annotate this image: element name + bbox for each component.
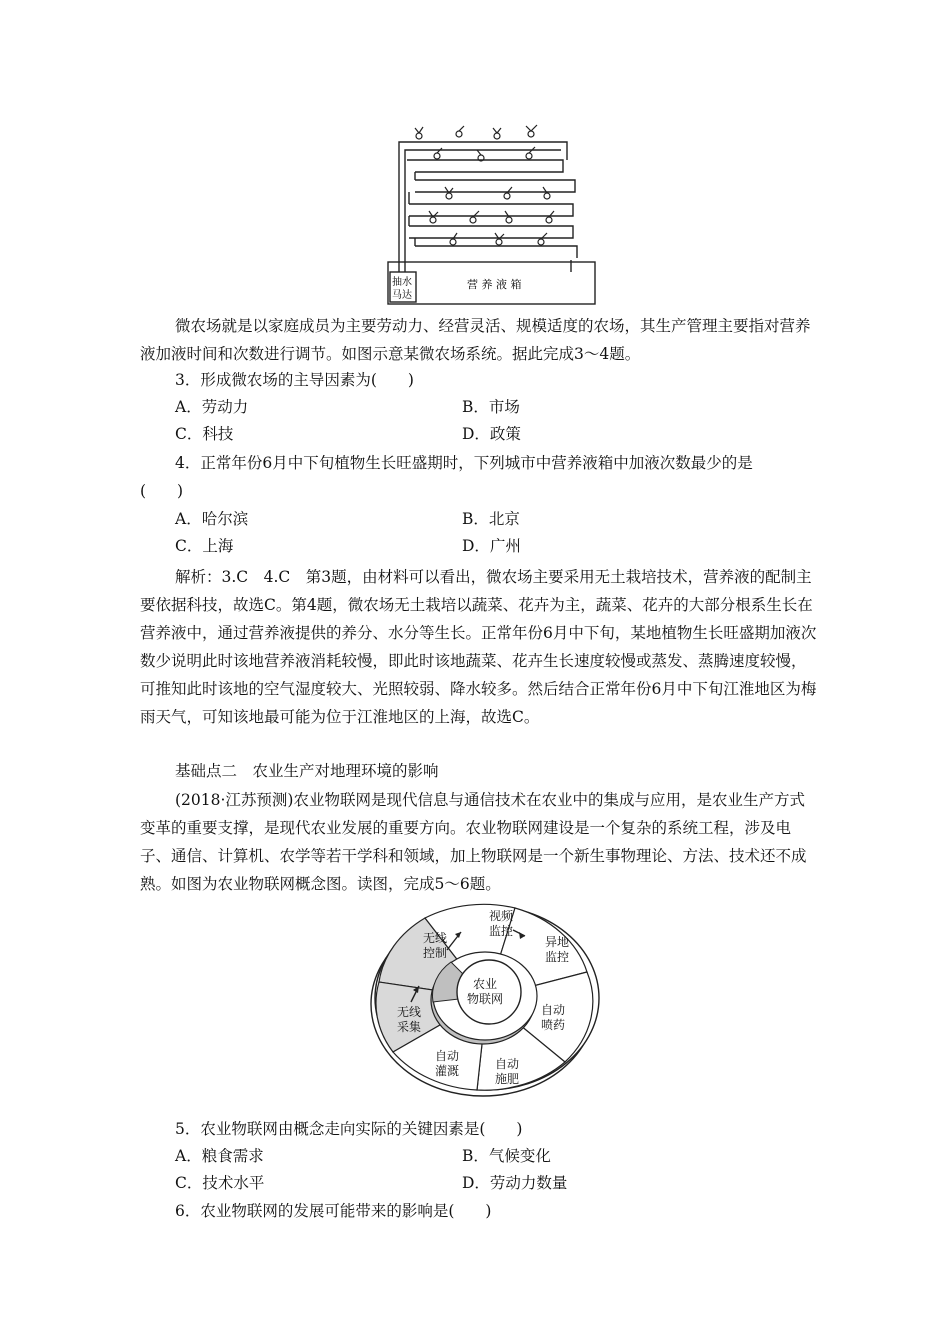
- center-label-2: 物联网: [467, 992, 504, 1006]
- video-label-2: 监控: [489, 924, 514, 938]
- micro-farm-diagram: [385, 120, 600, 310]
- irrigate-label-2: 灌溉: [435, 1064, 460, 1078]
- q4-stem-line2: ( ): [140, 482, 184, 500]
- q3-option-d: D．政策: [462, 425, 521, 443]
- q4-option-b: B．北京: [462, 510, 520, 528]
- analysis-paragraph: 解析：3.C 4.C 第3题，由材料可以看出，微农场主要采用无土栽培技术，营养液的配制主要依据科技，故选C。第4题，微农场无土栽培以蔬菜、花卉为主，蔬菜、花卉的大部分根系生长在营养液中，通过营养液提供的养分、水分等生长。正常年份6月中下旬，某地植物生长旺盛期加液次数少说明此时该地营养液消耗较慢，即此时该地蔬菜、花卉生长速度较慢或蒸发、蒸腾速度较慢，可推知此时该地的空气湿度较大、光照较弱、降水较多。然后结合正常年份6月中下旬江淮地区为梅雨天气，可知该地最可能为位于江淮地区的上海，故选C。: [140, 568, 817, 726]
- q3-stem: 3．形成微农场的主导因素为( ): [175, 371, 414, 389]
- iot-paragraph: (2018·江苏预测)农业物联网是现代信息与通信技术在农业中的集成与应用，是农业生产方式变革的重要支撑，是现代农业发展的重要方向。农业物联网建设是一个复杂的系统工程，涉及电子、通信、计算机、农学等若干学科和领域，加上物联网是一个新生事物理论、方法、技术还不成熟。如图为农业物联网概念图。读图，完成5～6题。: [140, 791, 807, 893]
- spray-label-2: 喷药: [541, 1018, 566, 1032]
- q6-stem: 6．农业物联网的发展可能带来的影响是( ): [175, 1202, 492, 1220]
- q3-option-b: B．市场: [462, 398, 520, 416]
- video-label-1: 视频: [489, 909, 514, 923]
- fertilize-label-2: 施肥: [495, 1072, 520, 1086]
- collect-label-2: 采集: [397, 1020, 422, 1034]
- q4-stem-line1: 4．正常年份6月中下旬植物生长旺盛期时，下列城市中营养液箱中加液次数最少的是: [175, 454, 753, 472]
- control-label-1: 无线: [423, 931, 448, 945]
- remote-label-1: 异地: [545, 935, 570, 949]
- control-label-2: 控制: [423, 946, 448, 960]
- tank-label: 营 养 液 箱: [467, 278, 522, 291]
- q5-option-d: D．劳动力数量: [462, 1174, 568, 1192]
- q3-option-c: C．科技: [175, 425, 234, 443]
- q4-option-d: D．广州: [462, 537, 521, 555]
- intro-paragraph: 微农场就是以家庭成员为主要劳动力、经营灵活、规模适度的农场，其生产管理主要指对营养液加液时间和次数进行调节。如图示意某微农场系统。据此完成3～4题。: [140, 317, 811, 363]
- iot-ring-diagram: [365, 902, 605, 1102]
- q3-option-a: A．劳动力: [175, 398, 249, 416]
- q5-stem: 5．农业物联网由概念走向实际的关键因素是( ): [175, 1120, 523, 1138]
- motor-label-2: 马达: [392, 290, 412, 301]
- collect-label-1: 无线: [397, 1005, 422, 1019]
- motor-label-1: 抽水: [392, 277, 412, 288]
- fertilize-label-1: 自动: [495, 1057, 520, 1071]
- section-heading: 基础点二 农业生产对地理环境的影响: [175, 762, 439, 780]
- spray-label-1: 自动: [541, 1003, 566, 1017]
- q4-option-c: C．上海: [175, 537, 234, 555]
- micro-farm-figure: [385, 120, 600, 310]
- q5-option-c: C．技术水平: [175, 1174, 265, 1192]
- center-label-1: 农业: [473, 977, 498, 991]
- q4-option-a: A．哈尔滨: [175, 510, 249, 528]
- remote-label-2: 监控: [545, 950, 570, 964]
- q5-option-b: B．气候变化: [462, 1147, 551, 1165]
- irrigate-label-1: 自动: [435, 1049, 460, 1063]
- q5-option-a: A．粮食需求: [175, 1147, 264, 1165]
- iot-concept-figure: [365, 902, 605, 1102]
